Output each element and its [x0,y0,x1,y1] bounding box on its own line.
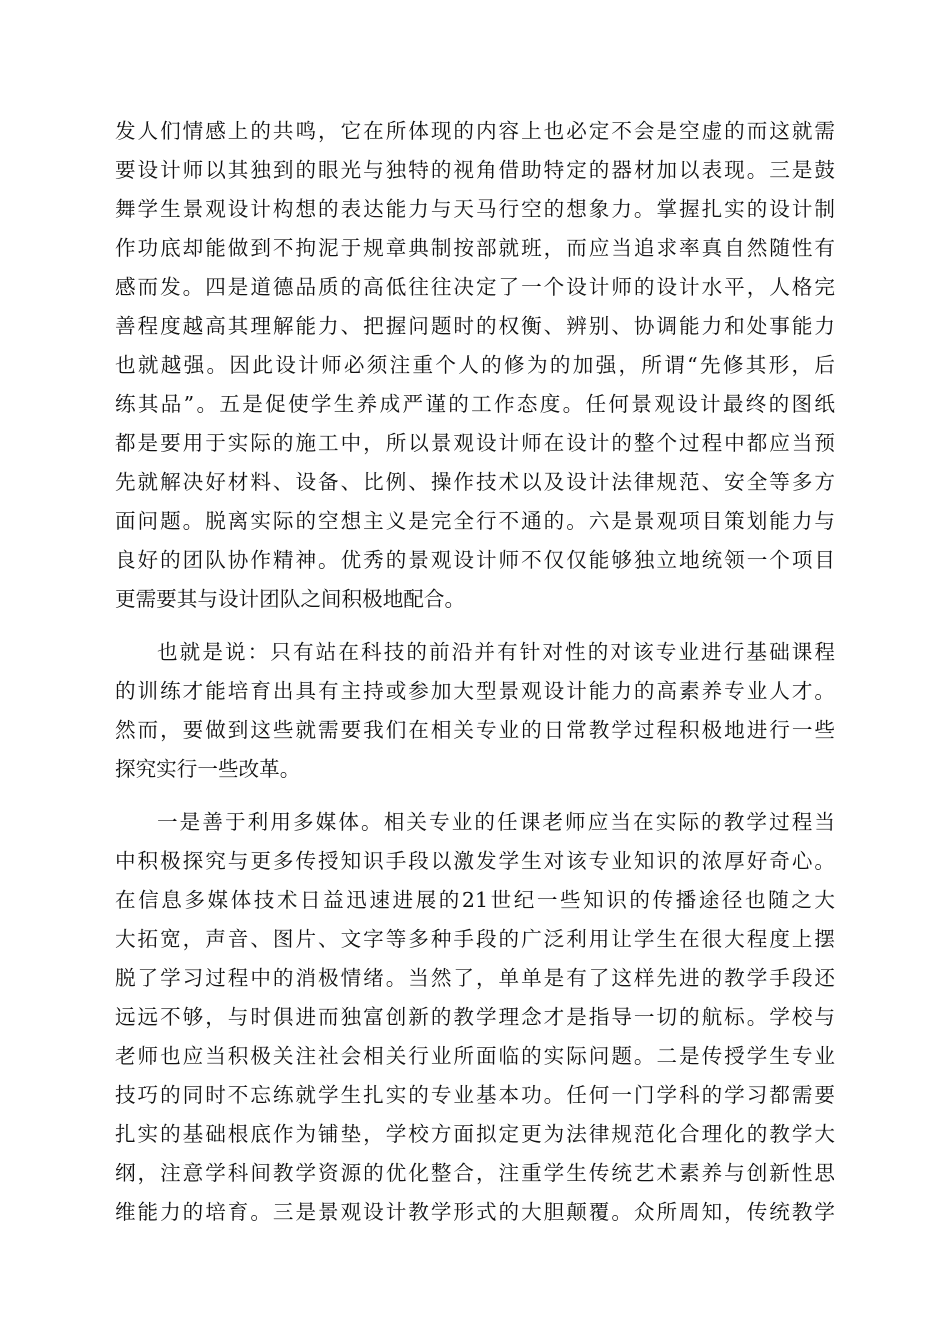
text-line: 大拓宽，声音、图片、文字等多种手段的广泛利用让学生在很大程度上摆 [115,927,835,951]
text-line: 善程度越高其理解能力、把握问题时的权衡、辨别、协调能力和处事能力 [115,314,835,338]
text-line: 发人们情感上的共鸣，它在所体现的内容上也必定不会是空虚的而这就需 [115,119,835,143]
text-line: 中积极探究与更多传授知识手段以激发学生对该专业知识的浓厚好奇心。 [115,849,835,873]
text-line: 感而发。四是道德品质的高低往往决定了一个设计师的设计水平，人格完 [115,275,835,299]
paragraph-spacer [115,619,835,633]
paragraph-1 [115,112,835,619]
text-line: 要设计师以其独到的眼光与独特的视角借助特定的器材加以表现。三是鼓 [115,158,835,182]
text-line: 扎实的基础根底作为铺垫，学校方面拟定更为法律规范化合理化的教学大 [115,1122,835,1146]
text-line: 良好的团队协作精神。优秀的景观设计师不仅仅能够独立地统领一个项目 [115,548,835,572]
text-line: 作功底却能做到不拘泥于规章典制按部就班，而应当追求率真自然随性有 [115,236,835,260]
text-line: 技巧的同时不忘练就学生扎实的专业基本功。任何一门学科的学习都需要 [115,1083,835,1107]
text-line: 一是善于利用多媒体。相关专业的任课老师应当在实际的教学过程当 [157,810,835,834]
text-line: 练其品”。五是促使学生养成严谨的工作态度。任何景观设计最终的图纸 [115,392,835,416]
text-line: 的训练才能培育出具有主持或参加大型景观设计能力的高素养专业人才。 [115,679,835,703]
text-line: 脱了学习过程中的消极情绪。当然了，单单是有了这样先进的教学手段还 [115,966,835,990]
paragraph-3 [115,803,835,1232]
text-line: 都是要用于实际的施工中，所以景观设计师在设计的整个过程中都应当预 [115,431,835,455]
text-line: 维能力的培育。三是景观设计教学形式的大胆颠覆。众所周知，传统教学 [115,1200,835,1224]
text-line: 也就是说：只有站在科技的前沿并有针对性的对该专业进行基础课程 [157,640,835,664]
text-line: 先就解决好材料、设备、比例、操作技术以及设计法律规范、安全等多方 [115,470,835,494]
text-line: 也就越强。因此设计师必须注重个人的修为的加强，所谓“先修其形，后 [115,353,835,377]
text-line: 探究实行一些改革。 [115,757,301,781]
text-line: 远远不够，与时俱进而独富创新的教学理念才是指导一切的航标。学校与 [115,1005,835,1029]
text-line: 舞学生景观设计构想的表达能力与天马行空的想象力。掌握扎实的设计制 [115,197,835,221]
text-line: 更需要其与设计团队之间积极地配合。 [115,587,466,611]
document-page [115,112,835,1232]
text-line: 在信息多媒体技术日益迅速进展的21世纪一些知识的传播途径也随之大 [115,888,835,912]
paragraph-2 [115,633,835,789]
text-line: 面问题。脱离实际的空想主义是完全行不通的。六是景观项目策划能力与 [115,509,835,533]
paragraph-spacer [115,789,835,803]
text-line: 老师也应当积极关注社会相关行业所面临的实际问题。二是传授学生专业 [115,1044,835,1068]
text-line: 纲，注意学科间教学资源的优化整合，注重学生传统艺术素养与创新性思 [115,1161,835,1185]
text-line: 然而，要做到这些就需要我们在相关专业的日常教学过程积极地进行一些 [115,718,835,742]
